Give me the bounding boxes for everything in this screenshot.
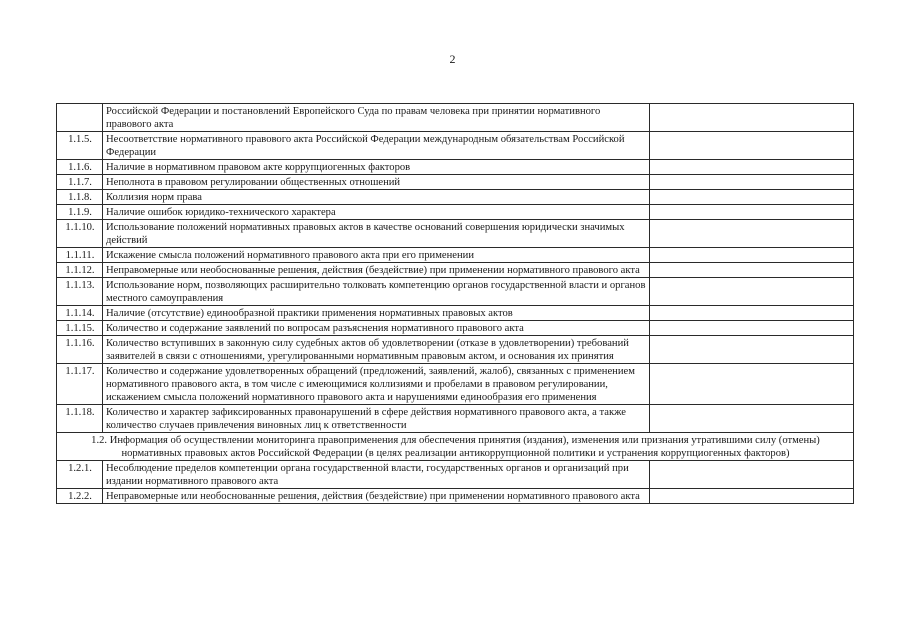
table-row: [57, 132, 854, 160]
row-text: Использование норм, позволяющих расширительно толковать компетенцию органов государственной власти и органов местного самоуправления: [103, 278, 650, 306]
row-value-cell: [650, 489, 854, 504]
row-value-cell: [650, 248, 854, 263]
monitoring-table: [56, 103, 854, 504]
row-text: Искажение смысла положений нормативного правового акта при его применении: [103, 248, 650, 263]
table-row: [57, 220, 854, 248]
row-number: 1.2.2.: [57, 489, 103, 504]
row-value-cell: [650, 364, 854, 405]
row-value-cell: [650, 175, 854, 190]
table-row: [57, 190, 854, 205]
row-text: Неправомерные или необоснованные решения, действия (бездействие) при применении нормативного правового акта: [103, 263, 650, 278]
row-value-cell: [650, 263, 854, 278]
row-number: [57, 104, 103, 132]
row-text: Количество и содержание заявлений по вопросам разъяснения нормативного правового акта: [103, 321, 650, 336]
row-text: Использование положений нормативных правовых актов в качестве оснований совершения юридически значимых действий: [103, 220, 650, 248]
table-row: [57, 175, 854, 190]
row-text: Коллизия норм права: [103, 190, 650, 205]
row-text: Количество и характер зафиксированных правонарушений в сфере действия нормативного правового акта, а также количество случаев привлечения виновных лиц к ответственности: [103, 405, 650, 433]
table-row: [57, 364, 854, 405]
row-text: Неправомерные или необоснованные решения, действия (бездействие) при применении нормативного правового акта: [103, 489, 650, 504]
row-value-cell: [650, 160, 854, 175]
row-number: 1.1.5.: [57, 132, 103, 160]
row-value-cell: [650, 190, 854, 205]
table-body-section-1-1: [57, 104, 854, 433]
section-header-row: [57, 433, 854, 461]
row-number: 1.1.11.: [57, 248, 103, 263]
row-value-cell: [650, 104, 854, 132]
row-text: Количество и содержание удовлетворенных обращений (предложений, заявлений, жалоб), связанных с применением нормативного правового акта, в том числе с имеющимися коллизиями и пробелами в правовом регулировании, искажением смысла положений нормативного правового акта и нарушениями единообразия его применения: [103, 364, 650, 405]
row-number: 1.1.15.: [57, 321, 103, 336]
row-value-cell: [650, 336, 854, 364]
table-row: [57, 160, 854, 175]
row-number: 1.1.12.: [57, 263, 103, 278]
row-text: Количество вступивших в законную силу судебных актов об удовлетворении (отказе в удовлетворении) требований заявителей в связи с отношениями, урегулированными нормативным правовым актом, и основания их принятия: [103, 336, 650, 364]
table-row: [57, 205, 854, 220]
row-number: 1.1.8.: [57, 190, 103, 205]
row-text: Неполнота в правовом регулировании общественных отношений: [103, 175, 650, 190]
row-number: 1.2.1.: [57, 461, 103, 489]
table-row: [57, 321, 854, 336]
row-text: Несоблюдение пределов компетенции органа государственной власти, государственных органов и организаций при издании нормативного правового акта: [103, 461, 650, 489]
table-row: [57, 278, 854, 306]
row-value-cell: [650, 306, 854, 321]
row-text: Несоответствие нормативного правового акта Российской Федерации международным обязательствам Российской Федерации: [103, 132, 650, 160]
row-text: Наличие в нормативном правовом акте коррупциогенных факторов: [103, 160, 650, 175]
row-value-cell: [650, 321, 854, 336]
table-row: [57, 306, 854, 321]
row-number: 1.1.10.: [57, 220, 103, 248]
page-number: 2: [449, 52, 456, 66]
table-body-section-header: [57, 433, 854, 461]
row-value-cell: [650, 461, 854, 489]
table-row: [57, 461, 854, 489]
row-text: Наличие (отсутствие) единообразной практики применения нормативных правовых актов: [103, 306, 650, 321]
table-row: [57, 263, 854, 278]
row-text: Наличие ошибок юридико-технического характера: [103, 205, 650, 220]
table-row: [57, 489, 854, 504]
section-1-2-header: 1.2. Информация об осуществлении мониторинга правоприменения для обеспечения принятия (издания), изменения или признания утратившими силу (отмены) нормативных правовых актов Российской Федерации (в целях реализации антикоррупционной политики и устранения коррупциогенных факторов): [57, 433, 854, 461]
row-number: 1.1.17.: [57, 364, 103, 405]
row-number: 1.1.16.: [57, 336, 103, 364]
row-number: 1.1.6.: [57, 160, 103, 175]
table-row: [57, 104, 854, 132]
row-value-cell: [650, 220, 854, 248]
row-value-cell: [650, 278, 854, 306]
table-row: [57, 405, 854, 433]
table-row: [57, 248, 854, 263]
row-number: 1.1.18.: [57, 405, 103, 433]
row-number: 1.1.7.: [57, 175, 103, 190]
table-row: [57, 336, 854, 364]
table-body-section-1-2: [57, 461, 854, 504]
row-value-cell: [650, 205, 854, 220]
row-value-cell: [650, 405, 854, 433]
row-number: 1.1.13.: [57, 278, 103, 306]
row-number: 1.1.14.: [57, 306, 103, 321]
row-number: 1.1.9.: [57, 205, 103, 220]
row-value-cell: [650, 132, 854, 160]
row-text: Российской Федерации и постановлений Европейского Суда по правам человека при принятии нормативного правового акта: [103, 104, 650, 132]
